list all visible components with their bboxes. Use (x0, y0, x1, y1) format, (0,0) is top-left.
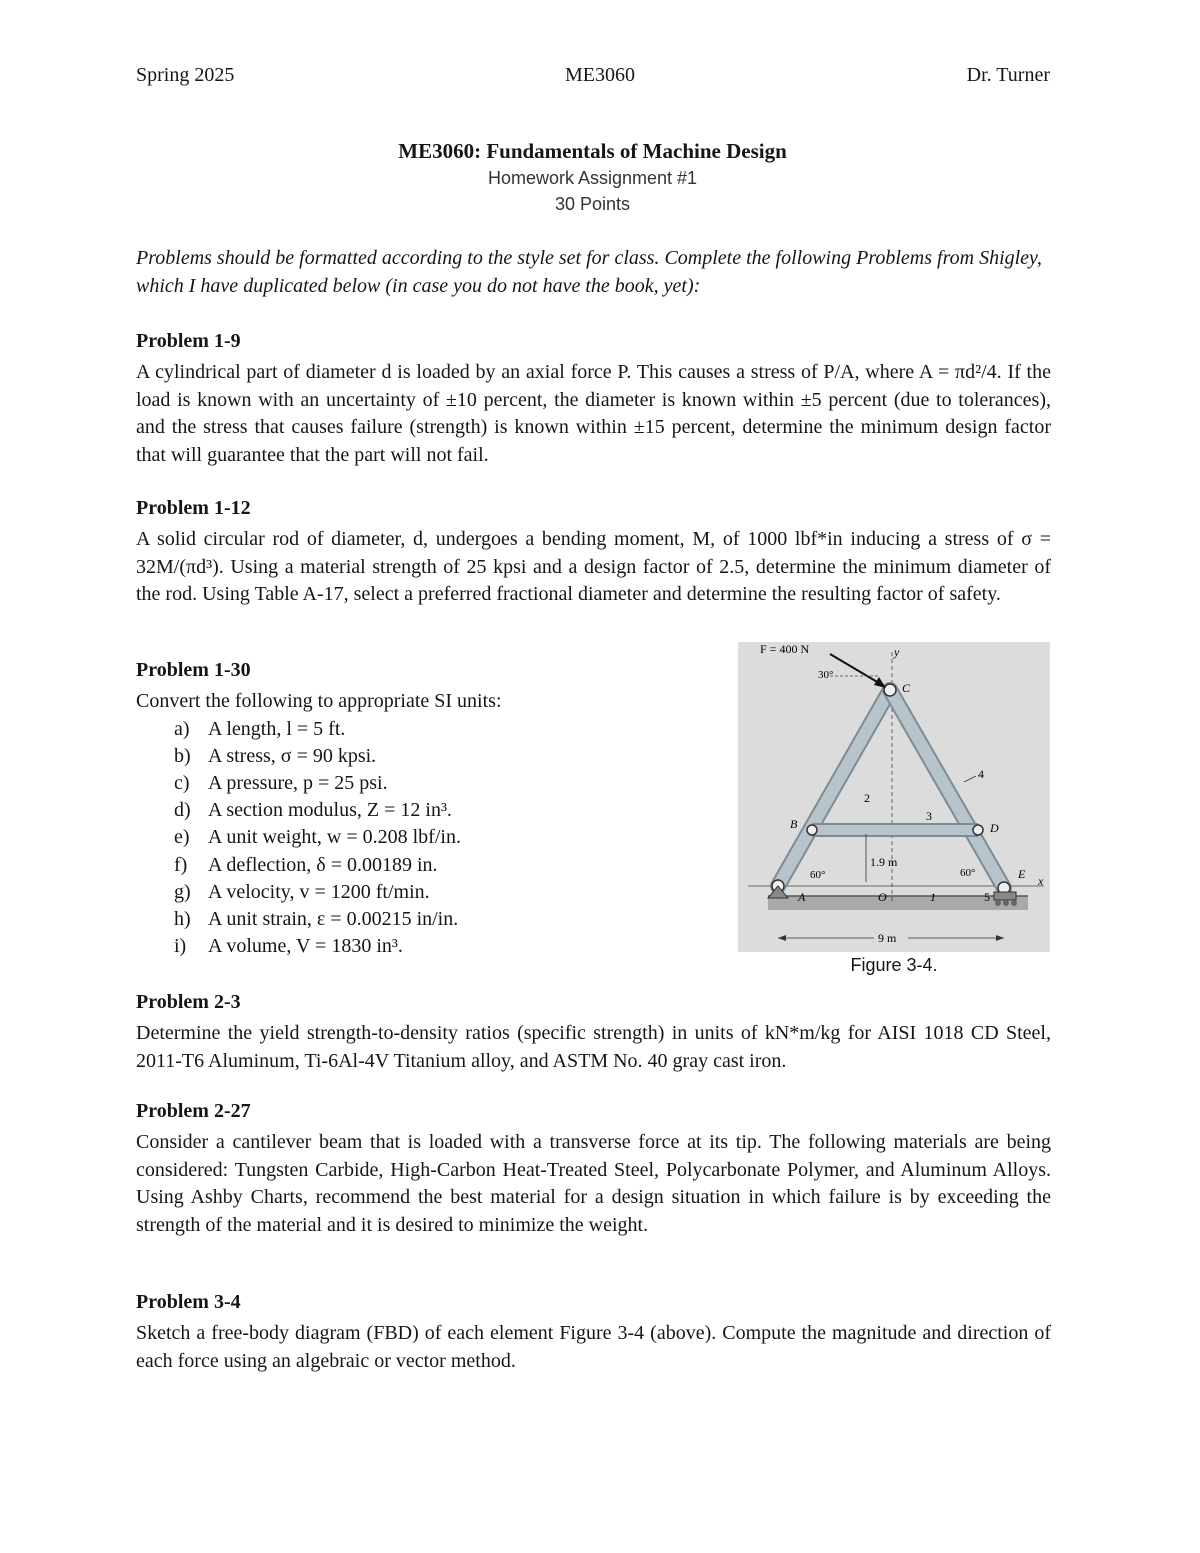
label-a: A (798, 890, 806, 904)
x-axis-label: x (1038, 874, 1044, 888)
problem-heading: Problem 1-9 (136, 330, 241, 352)
pin-c (884, 684, 896, 696)
problem-2-3 (136, 988, 1051, 1075)
problem-heading: Problem 1-30 (136, 659, 251, 681)
span-label: 9 m (878, 931, 897, 945)
header-instructor: Dr. Turner (966, 64, 1050, 86)
problem-text: Sketch a free-body diagram (FBD) of each element Figure 3-4 (above). Compute the magnitude and direction of each force using an algebraic or vector method. (136, 1322, 1051, 1372)
conversion-list (136, 716, 696, 961)
label-member-5: 5 (984, 890, 990, 904)
force-label: F = 400 N (760, 642, 810, 656)
problem-1-9 (136, 327, 1051, 469)
label-b: B (790, 817, 798, 831)
problem-1-12 (136, 494, 1051, 609)
label-member-4: 4 (978, 767, 984, 781)
title-block (0, 137, 1185, 217)
problem-text: A solid circular rod of diameter, d, undergoes a bending moment, M, of 1000 lbf*in inducing a stress of σ = 32M/(πd³). Using a material strength of 25 kpsi and a design factor of 2.5, determine the minimum diameter of the rod. Using Table A-17, select a preferred fractional diameter and determine the resulting factor of safety. (136, 528, 1051, 605)
figure-caption: Figure 3-4. (850, 955, 938, 975)
problem-heading: Problem 1-12 (136, 497, 251, 519)
problem-2-27 (136, 1097, 1051, 1239)
instructions: Problems should be formatted according to the style set for class. Complete the following Problems from Shigley, which I have duplicated below (in case you do not have the book, yet): (136, 247, 1042, 297)
list-item: c) A pressure, p = 25 psi. (174, 771, 388, 794)
label-d: D (990, 821, 999, 835)
course-title: ME3060: Fundamentals of Machine Design (398, 139, 787, 163)
problem-heading: Problem 2-3 (136, 991, 241, 1013)
support-e (994, 892, 1016, 900)
label-o: O (878, 890, 887, 904)
pin-d (973, 825, 983, 835)
problem-1-30 (136, 656, 696, 960)
problem-3-4 (136, 1288, 1051, 1375)
label-e: E (1018, 867, 1026, 881)
problem-heading: Problem 2-27 (136, 1100, 251, 1122)
list-item: g) A velocity, v = 1200 ft/min. (174, 880, 430, 903)
y-axis-label: y (894, 645, 900, 659)
height-label: 1.9 m (870, 855, 898, 869)
problem-text: A cylindrical part of diameter d is loaded by an axial force P. This causes a stress of P/A, where A = πd²/4. If the load is known with an uncertainty of ±10 percent, the diameter is known within ±5 percent (due to tolerances), and the stress that causes failure (strength) is known within ±15 percent, determine the minimum design factor that will guarantee that the part will not fail. (136, 361, 1051, 466)
roller (1003, 900, 1009, 906)
label-member-3: 3 (926, 809, 932, 823)
list-item: b) A stress, σ = 90 kpsi. (174, 744, 377, 767)
problem-heading: Problem 3-4 (136, 1291, 241, 1313)
list-item: h) A unit strain, ε = 0.00215 in/in. (174, 907, 459, 930)
angle-top-label: 30° (818, 669, 834, 681)
problem-text: Determine the yield strength-to-density ratios (specific strength) in units of kN*m/kg for AISI 1018 CD Steel, 2011-T6 Aluminum, Ti-6Al-4V Titanium alloy, and ASTM No. 40 gray cast iron. (136, 1022, 1051, 1072)
roller (995, 900, 1001, 906)
list-item: d) A section modulus, Z = 12 in³. (174, 799, 452, 822)
problem-text: Consider a cantilever beam that is loaded with a transverse force at its tip. The following materials are being considered: Tungsten Carbide, High-Carbon Heat-Treated Steel, Polycarbonate Polymer, and Aluminum Alloys. Using Ashby Charts, recommend the best material for a design situation in which failure is by exceeding the strength of the material and it is desired to minimize the weight. (136, 1131, 1051, 1236)
list-item: f) A deflection, δ = 0.00189 in. (174, 853, 438, 876)
angle-right-label: 60° (960, 867, 976, 879)
label-c: C (902, 681, 911, 695)
assignment-title: Homework Assignment #1 (487, 168, 698, 188)
header-semester: Spring 2025 (136, 64, 235, 86)
angle-left-label: 60° (810, 869, 826, 881)
list-item: a) A length, l = 5 ft. (174, 717, 346, 740)
assignment-points: 30 Points (554, 194, 631, 214)
pin-b (807, 825, 817, 835)
list-item: i) A volume, V = 1830 in³. (174, 935, 403, 958)
figure-3-4 (738, 642, 1050, 952)
label-member-1: 1 (930, 890, 936, 904)
list-item: e) A unit weight, w = 0.208 lbf/in. (174, 826, 461, 849)
problem-lead: Convert the following to appropriate SI units: (136, 690, 502, 712)
header-course-code: ME3060 (565, 64, 635, 86)
label-member-2: 2 (864, 791, 870, 805)
roller (1011, 900, 1017, 906)
